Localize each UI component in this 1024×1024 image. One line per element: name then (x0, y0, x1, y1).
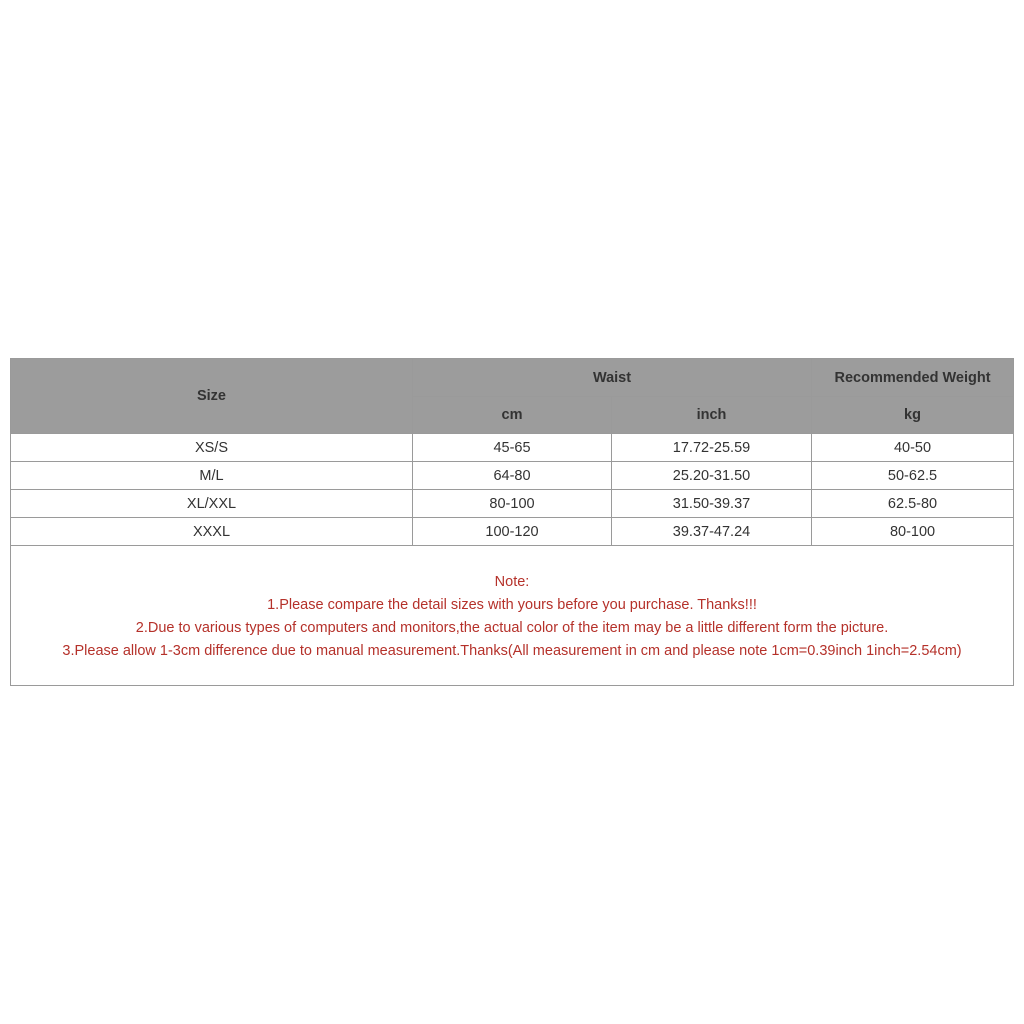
note-title: Note: (494, 574, 530, 590)
cell-cm: 45-65 (413, 434, 612, 462)
size-chart-table (10, 358, 1014, 686)
table-row (11, 518, 1014, 546)
cell-kg: 80-100 (812, 518, 1014, 546)
header-cm: cm (413, 397, 612, 434)
cell-cm: 100-120 (413, 518, 612, 546)
header-size: Size (11, 359, 413, 434)
cell-size: M/L (11, 462, 413, 490)
note-line-1: 1.Please compare the detail sizes with yours before you purchase. Thanks!!! (267, 597, 757, 613)
cell-inch: 25.20-31.50 (612, 462, 812, 490)
cell-size: XS/S (11, 434, 413, 462)
cell-size: XL/XXL (11, 490, 413, 518)
note-row (11, 546, 1014, 686)
table-header (11, 359, 1014, 434)
cell-kg: 62.5-80 (812, 490, 1014, 518)
cell-cm: 64-80 (413, 462, 612, 490)
cell-kg: 50-62.5 (812, 462, 1014, 490)
note-line-3: 3.Please allow 1-3cm difference due to manual measurement.Thanks(All measurement in cm and please note 1cm=0.39inch 1inch=2.54cm) (62, 643, 962, 659)
cell-inch: 31.50-39.37 (612, 490, 812, 518)
header-row-top (11, 359, 1014, 397)
table-row (11, 490, 1014, 518)
header-recommended-weight: Recommended Weight (812, 359, 1014, 397)
header-kg: kg (812, 397, 1014, 434)
cell-inch: 39.37-47.24 (612, 518, 812, 546)
note-section (11, 546, 1014, 686)
cell-cm: 80-100 (413, 490, 612, 518)
table-row (11, 434, 1014, 462)
cell-size: XXXL (11, 518, 413, 546)
header-inch: inch (612, 397, 812, 434)
table-body (11, 434, 1014, 686)
cell-inch: 17.72-25.59 (612, 434, 812, 462)
cell-kg: 40-50 (812, 434, 1014, 462)
note-line-2: 2.Due to various types of computers and monitors,the actual color of the item may be a little different form the picture. (135, 620, 889, 636)
header-waist: Waist (413, 359, 812, 397)
table-row (11, 462, 1014, 490)
